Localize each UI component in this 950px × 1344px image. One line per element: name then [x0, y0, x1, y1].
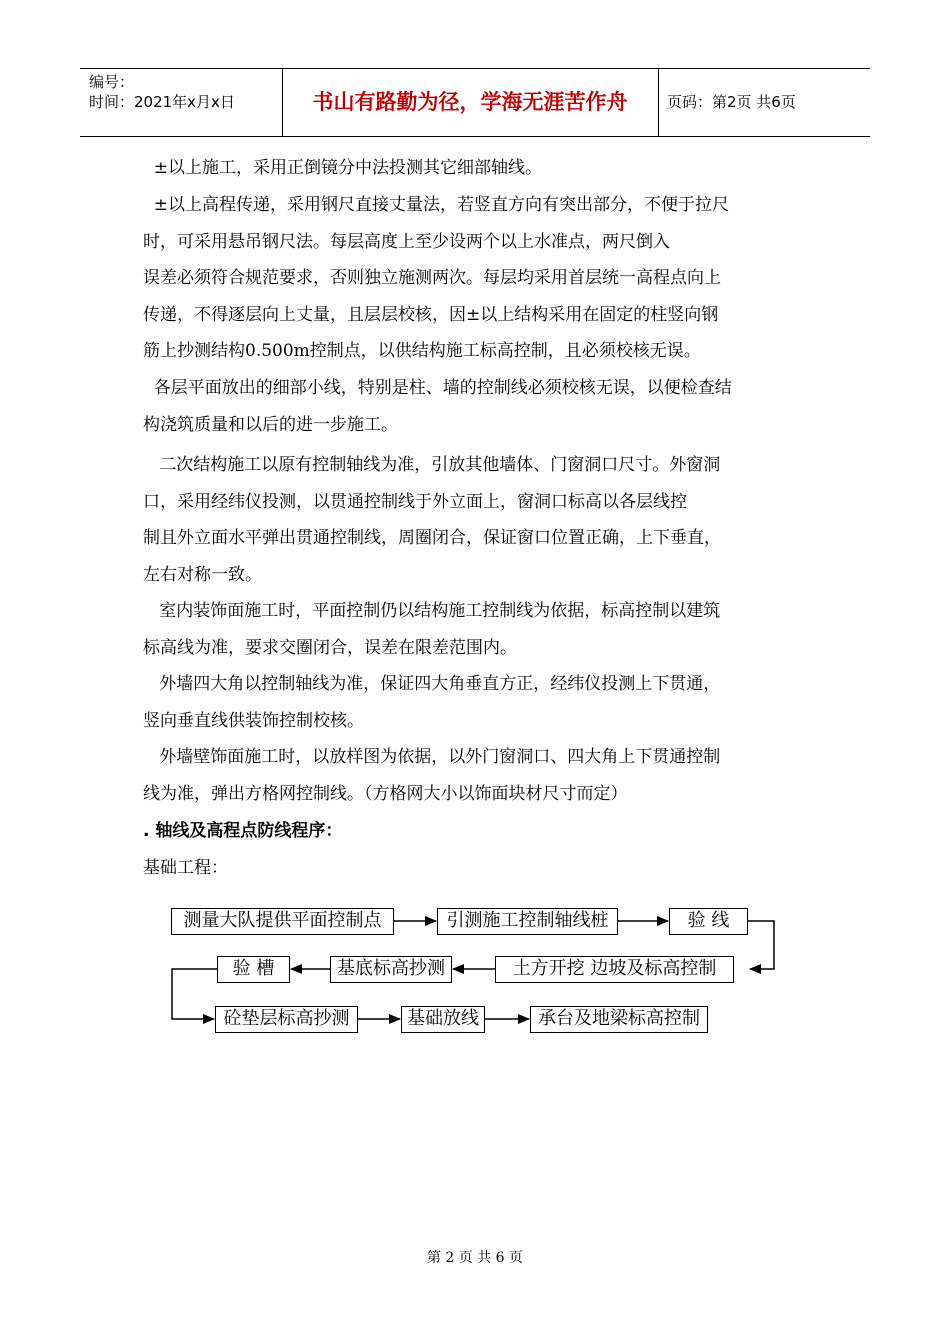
text-line: 二次结构施工以原有控制轴线为准，引放其他墙体、门窗洞口尺寸。外窗洞 — [143, 455, 721, 475]
arrow-b3-b4 — [748, 921, 774, 969]
text-line: 室内装饰面施工时，平面控制仍以结构施工控制线为依据，标高控制以建筑 — [143, 601, 721, 621]
text-line: 左右对称一致。 — [143, 564, 262, 585]
flow-box-check-trench: 验 槽 — [217, 956, 290, 983]
date-label: 时间：2021年x月x日 — [89, 93, 235, 111]
flow-box-concrete-cushion-survey: 砼垫层标高抄测 — [215, 1006, 358, 1033]
page-info: 页码：第2页 共6页 — [667, 93, 796, 111]
text-line: 传递，不得逐层向上丈量，且层层校核，因±以上结构采用在固定的柱竖向钢 — [143, 304, 719, 325]
number-label: 编号： — [89, 73, 135, 91]
flow-box-check-line: 验 线 — [669, 908, 748, 935]
flow-box-cap-beam-elevation: 承台及地梁标高控制 — [530, 1006, 708, 1033]
text-line: 线为准，弹出方格网控制线。（方格网大小以饰面块材尺寸而定） — [143, 783, 628, 804]
text-line: 筋上抄测结构0.500m控制点，以供结构施工标高控制，且必须校核无误。 — [143, 341, 701, 361]
flow-box-base-elevation-survey: 基底标高抄测 — [330, 956, 452, 983]
text-line: 各层平面放出的细部小线，特别是柱、墙的控制线必须校核无误，以便检查结 — [143, 378, 732, 398]
motto: 书山有路勤为径，学海无涯苦作舟 — [282, 69, 659, 136]
section-title: . 轴线及高程点防线程序： — [143, 821, 343, 841]
text-line: 外墙四大角以控制轴线为准，保证四大角垂直方正，经纬仪投测上下贯通， — [143, 674, 721, 694]
text-line: 时，可采用悬吊钢尺法。每层高度上至少设两个以上水准点，两尺倒入 — [143, 231, 670, 252]
text-line: 竖向垂直线供装饰控制校核。 — [143, 710, 364, 731]
text-line: 制且外立面水平弹出贯通控制线，周圈闭合，保证窗口位置正确，上下垂直， — [143, 528, 721, 548]
flow-box-lead-axis-stakes: 引测施工控制轴线桩 — [437, 908, 618, 935]
flow-box-earthwork-excavation: 土方开挖 边坡及标高控制 — [495, 956, 734, 983]
text-line: 口，采用经纬仪投测，以贯通控制线于外立面上，窗洞口标高以各层线控 — [143, 491, 687, 512]
text-line: ±以上高程传递，采用钢尺直接丈量法，若竖直方向有突出部分，不便于拉尺 — [143, 195, 730, 215]
text-line: 外墙壁饰面施工时，以放样图为依据，以外门窗洞口、四大角上下贯通控制 — [143, 747, 721, 767]
text-line: ±以上施工，采用正倒镜分中法投测其它细部轴线。 — [143, 158, 543, 178]
sub-title: 基础工程： — [143, 858, 228, 878]
arrow-b6-b7 — [172, 969, 217, 1019]
flow-box-provide-control-points: 测量大队提供平面控制点 — [171, 908, 394, 935]
text-line: 标高线为准，要求交圈闭合，误差在限差范围内。 — [143, 637, 517, 658]
text-line: 误差必须符合规范要求，否则独立施测两次。每层均采用首层统一高程点向上 — [143, 268, 721, 288]
page-footer: 第 2 页 共 6 页 — [426, 1250, 524, 1266]
flow-box-foundation-layout: 基础放线 — [401, 1006, 485, 1033]
text-line: 构浇筑质量和以后的进一步施工。 — [143, 414, 398, 435]
